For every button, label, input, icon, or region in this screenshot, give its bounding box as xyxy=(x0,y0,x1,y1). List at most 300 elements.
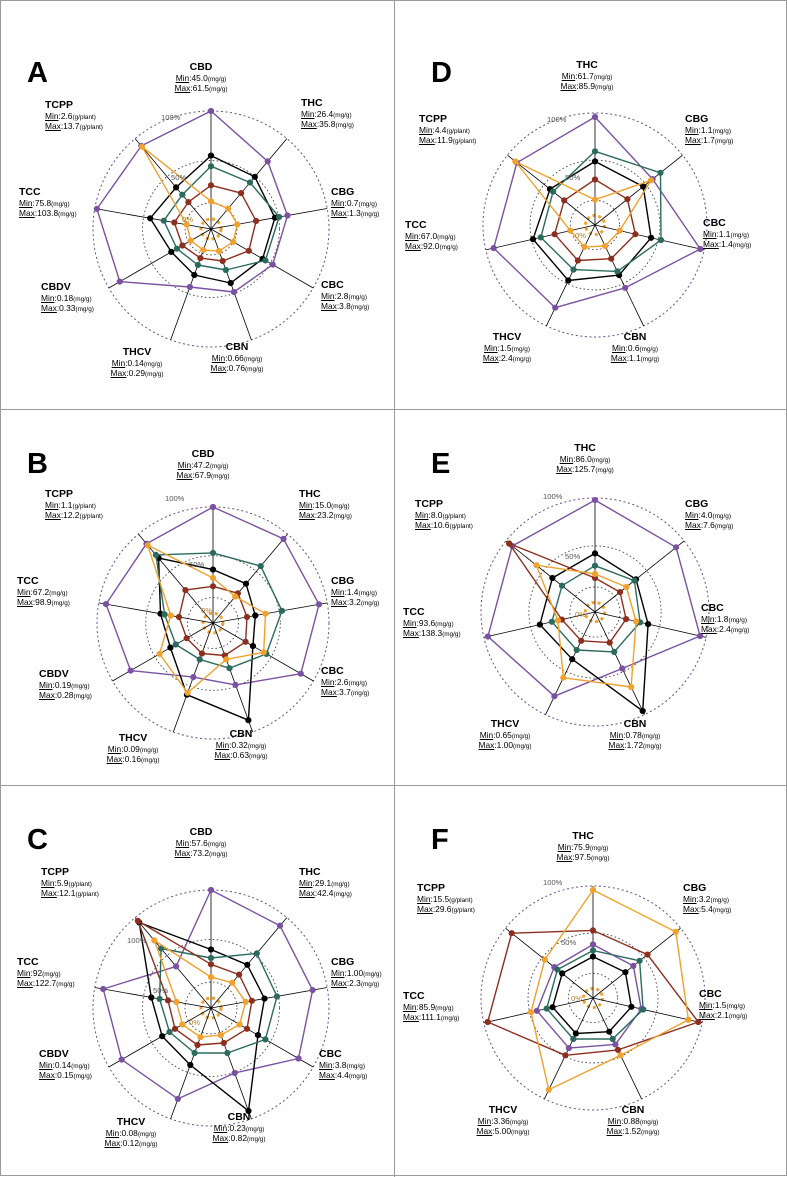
radar-data-point xyxy=(608,256,614,262)
radar-axis-label-tcc xyxy=(17,956,75,989)
radar-data-point xyxy=(167,645,173,651)
radar-data-point xyxy=(208,153,214,159)
axis-name: TCC xyxy=(405,219,427,231)
radar-axis-label-cbg xyxy=(685,498,733,531)
radar-data-point xyxy=(253,218,259,224)
axis-min-value: Min:86.0(mg/g) xyxy=(559,454,611,465)
radar-data-point xyxy=(119,1057,125,1063)
axis-name: CBDV xyxy=(41,281,71,293)
radar-axis-label-cbc xyxy=(699,988,747,1021)
axis-max-value: Max:85.9(mg/g) xyxy=(560,81,614,92)
radar-data-point xyxy=(258,563,264,569)
axis-min-value: Min:15.0(mg/g) xyxy=(299,500,350,511)
axis-name: THC xyxy=(576,59,598,71)
radar-data-point xyxy=(194,1042,200,1048)
axis-max-value: Max:7.6(mg/g) xyxy=(685,520,734,531)
radar-data-point xyxy=(506,540,512,546)
radar-data-point xyxy=(615,1047,621,1053)
radar-data-point xyxy=(261,649,267,655)
radar-data-point xyxy=(262,611,268,617)
axis-name: CBC xyxy=(701,602,724,614)
radar-data-point xyxy=(188,238,194,244)
axis-min-value: Min:1.1(mg/g) xyxy=(685,125,731,136)
axis-name: CBD xyxy=(191,448,215,460)
axis-min-value: Min:75.9(mg/g) xyxy=(557,842,609,853)
radar-axis-label-tcpp xyxy=(45,99,103,132)
radar-data-point xyxy=(590,887,596,893)
radar-axis-label-cbc xyxy=(321,279,369,312)
axis-min-value: Min:67.2(mg/g) xyxy=(17,587,68,598)
radar-data-point xyxy=(145,542,151,548)
radar-data-point xyxy=(574,647,580,653)
radar-axis-label-cbc xyxy=(319,1048,367,1081)
radar-axis-line xyxy=(109,229,211,288)
radar-data-point xyxy=(632,231,638,237)
radar-axis-line xyxy=(99,603,213,623)
radar-data-point xyxy=(280,536,286,542)
axis-min-value: Min:0.14(mg/g) xyxy=(111,358,163,369)
axis-max-value: Max:12.1(g/plant) xyxy=(41,888,99,899)
radar-data-point xyxy=(237,1021,243,1027)
radar-data-point xyxy=(561,197,567,203)
radar-ring-label: 100% xyxy=(547,115,567,124)
radar-data-point xyxy=(232,682,238,688)
radar-data-point xyxy=(262,257,268,263)
axis-min-value: Min:1.1(g/plant) xyxy=(45,500,96,511)
radar-data-point xyxy=(208,974,214,980)
radar-data-point xyxy=(590,954,596,960)
radar-data-point xyxy=(230,239,236,245)
radar-data-point xyxy=(569,656,575,662)
radar-data-point xyxy=(592,148,598,154)
radar-data-point xyxy=(611,649,617,655)
radar-ring-label: 100% xyxy=(165,494,185,503)
radar-data-point xyxy=(200,247,206,253)
radar-data-point xyxy=(265,158,271,164)
axis-min-value: Min:29.1(mg/g) xyxy=(299,878,350,889)
radar-data-point xyxy=(570,267,576,273)
radar-axis-label-cbn xyxy=(607,1104,660,1137)
radar-data-point xyxy=(147,215,153,221)
radar-data-point xyxy=(243,581,249,587)
radar-chart-C xyxy=(1,786,394,1177)
axis-name: TCPP xyxy=(417,882,446,894)
radar-data-point xyxy=(277,923,283,929)
axis-min-value: Min:93.6(mg/g) xyxy=(403,618,454,629)
radar-data-point xyxy=(179,242,185,248)
axis-name: CBDV xyxy=(39,668,69,680)
radar-axis-label-tcpp xyxy=(419,113,476,146)
radar-data-point xyxy=(208,163,214,169)
radar-data-point xyxy=(148,994,154,1000)
panel-letter-F: F xyxy=(431,824,449,856)
radar-data-point xyxy=(509,930,515,936)
axis-min-value: Min:5.9(g/plant) xyxy=(41,878,92,889)
radar-data-point xyxy=(185,199,191,205)
panel-letter-A: A xyxy=(27,57,48,89)
radar-axis-label-cbd xyxy=(175,61,228,94)
radar-data-point xyxy=(645,621,651,627)
radar-data-point xyxy=(533,562,539,568)
axis-max-value: Max:12.2(g/plant) xyxy=(45,510,103,521)
radar-axis-label-tcpp xyxy=(41,866,99,899)
axis-name: CBG xyxy=(683,882,707,894)
axis-name: THCV xyxy=(490,718,520,730)
radar-data-point xyxy=(228,280,234,286)
radar-axis-label-tcc xyxy=(405,219,458,252)
radar-data-point xyxy=(657,170,663,176)
radar-data-point xyxy=(640,1006,646,1012)
radar-data-point xyxy=(173,999,179,1005)
radar-axis-label-cbdv xyxy=(39,668,92,701)
radar-axis-label-cbdv xyxy=(39,1048,92,1081)
radar-data-point xyxy=(581,244,587,250)
radar-ring-label: 50% xyxy=(561,938,577,947)
axis-min-value: Min:1.4(mg/g) xyxy=(331,587,377,598)
panel-C xyxy=(1,786,395,1177)
radar-data-point xyxy=(628,684,634,690)
axis-min-value: Min:3.36(mg/g) xyxy=(477,1116,529,1127)
axis-name: TCC xyxy=(17,575,39,587)
radar-data-point xyxy=(210,504,216,510)
radar-data-point xyxy=(648,177,654,183)
axis-min-value: Min:4.0(mg/g) xyxy=(685,510,731,521)
radar-data-point xyxy=(633,618,639,624)
radar-axis-label-cbd xyxy=(177,448,230,481)
radar-axis-label-cbn xyxy=(609,718,662,751)
axis-max-value: Max:3.8(mg/g) xyxy=(321,301,370,312)
radar-data-point xyxy=(208,182,214,188)
axis-name: CBN xyxy=(621,1104,645,1116)
axis-max-value: Max:2.1(mg/g) xyxy=(699,1010,748,1021)
radar-axis-label-tcc xyxy=(403,990,459,1023)
radar-data-point xyxy=(622,969,628,975)
radar-axis-label-thcv xyxy=(479,718,532,751)
radar-data-point xyxy=(162,611,168,617)
radar-axis-label-thc xyxy=(301,97,354,130)
radar-data-point xyxy=(485,633,491,639)
radar-data-point xyxy=(685,1017,691,1023)
axis-max-value: Max:1.3(mg/g) xyxy=(331,208,380,219)
axis-min-value: Min:4.4(g/plant) xyxy=(419,125,470,136)
radar-axis-label-tcpp xyxy=(415,498,473,531)
radar-ring-label: 0% xyxy=(182,215,193,224)
radar-data-point xyxy=(546,1087,552,1093)
radar-data-point xyxy=(100,986,106,992)
axis-name: CBN xyxy=(623,331,647,343)
axis-name: THCV xyxy=(116,1116,146,1128)
radar-axis-line xyxy=(546,225,595,326)
axis-min-value: Min:0.65(mg/g) xyxy=(479,730,531,741)
axis-name: THC xyxy=(299,866,321,878)
radar-data-point xyxy=(159,1033,165,1039)
radar-data-point xyxy=(187,284,193,290)
panel-B xyxy=(1,410,395,786)
radar-data-point xyxy=(173,184,179,190)
axis-max-value: Max:3.7(mg/g) xyxy=(321,687,370,698)
radar-data-point xyxy=(172,1026,178,1032)
radar-data-point xyxy=(610,1036,616,1042)
axis-name: THC xyxy=(301,97,323,109)
axis-min-value: Min:3.8(mg/g) xyxy=(319,1060,365,1071)
axis-name: TCPP xyxy=(419,113,448,125)
radar-data-point xyxy=(534,1008,540,1014)
radar-data-point xyxy=(179,1021,185,1027)
radar-data-point xyxy=(195,262,201,268)
axis-max-value: Max:3.2(mg/g) xyxy=(331,597,380,608)
radar-data-point xyxy=(614,268,620,274)
radar-data-point xyxy=(246,248,252,254)
radar-data-point xyxy=(528,1009,534,1015)
axis-min-value: Min:67.0(mg/g) xyxy=(405,231,456,242)
axis-name: THCV xyxy=(122,346,152,358)
radar-data-point xyxy=(542,957,548,963)
radar-data-point xyxy=(128,668,134,674)
radar-data-point xyxy=(190,674,196,680)
axis-max-value: Max:1.7(mg/g) xyxy=(685,135,734,146)
radar-data-point xyxy=(173,963,179,969)
radar-data-point xyxy=(247,179,253,185)
radar-series-polygon xyxy=(142,147,237,251)
radar-data-point xyxy=(238,190,244,196)
radar-data-point xyxy=(165,997,171,1003)
axis-max-value: Max:98.9(mg/g) xyxy=(17,597,70,608)
radar-data-point xyxy=(153,552,159,558)
axis-min-value: Min:61.7(mg/g) xyxy=(561,71,613,82)
radar-axis-label-cbn xyxy=(211,341,264,374)
radar-data-point xyxy=(171,219,177,225)
axis-max-value: Max:0.29(mg/g) xyxy=(110,368,164,379)
radar-data-point xyxy=(565,277,571,283)
radar-data-point xyxy=(551,693,557,699)
axis-max-value: Max:111.1(mg/g) xyxy=(403,1012,460,1023)
axis-max-value: Max:2.4(mg/g) xyxy=(701,624,750,635)
radar-data-point xyxy=(590,941,596,947)
radar-data-point xyxy=(592,550,598,556)
axis-min-value: Min:1.5(mg/g) xyxy=(699,1000,745,1011)
radar-data-point xyxy=(199,650,205,656)
axis-name: CBG xyxy=(685,498,709,510)
radar-data-point xyxy=(197,1034,203,1040)
axis-max-value: Max:10.6(g/plant) xyxy=(415,520,473,531)
radar-data-point xyxy=(208,108,214,114)
axis-max-value: Max:0.16(mg/g) xyxy=(106,754,160,765)
axis-name: CBN xyxy=(229,728,253,740)
radar-data-point xyxy=(249,998,255,1004)
radar-data-point xyxy=(623,616,629,622)
radar-chart-A xyxy=(1,1,394,409)
axis-min-value: Min:47.2(mg/g) xyxy=(177,460,229,471)
radar-data-point xyxy=(221,1040,227,1046)
radar-data-point xyxy=(224,1050,230,1056)
radar-data-point xyxy=(566,1045,572,1051)
radar-data-point xyxy=(232,1070,238,1076)
axis-max-value: Max:0.76(mg/g) xyxy=(210,363,264,374)
axis-max-value: Max:1.52(mg/g) xyxy=(606,1126,660,1137)
axis-name: CBC xyxy=(699,988,722,1000)
radar-data-point xyxy=(549,575,555,581)
axis-min-value: Min:2.6(g/plant) xyxy=(45,111,96,122)
radar-axis-line xyxy=(211,1008,251,1119)
radar-ring-label: 0% xyxy=(571,994,582,1003)
radar-series-polygon xyxy=(488,500,700,696)
radar-ring-label: 50% xyxy=(565,173,581,182)
radar-data-point xyxy=(530,236,536,242)
radar-series-polygon xyxy=(553,957,632,1034)
radar-data-point xyxy=(592,571,598,577)
radar-axis-label-tcc xyxy=(403,606,461,639)
radar-data-point xyxy=(624,196,630,202)
axis-max-value: Max:1.72(mg/g) xyxy=(608,740,662,751)
radar-axis-label-thc xyxy=(299,866,352,899)
radar-data-point xyxy=(538,234,544,240)
axis-name: CBD xyxy=(189,826,213,838)
radar-data-point xyxy=(179,192,185,198)
axis-max-value: Max:0.33(mg/g) xyxy=(41,303,94,314)
radar-axis-label-thc xyxy=(556,442,614,475)
axis-max-value: Max:61.5(mg/g) xyxy=(174,83,228,94)
radar-data-point xyxy=(491,245,497,251)
axis-min-value: Min:0.09(mg/g) xyxy=(107,744,159,755)
axis-name: TCPP xyxy=(45,488,74,500)
axis-min-value: Min:0.88(mg/g) xyxy=(607,1116,659,1127)
radar-axis-label-cbn xyxy=(611,331,659,364)
axis-max-value: Max:103.8(mg/g) xyxy=(19,208,77,219)
radar-axis-label-cbc xyxy=(701,602,749,635)
axis-min-value: Min:0.14(mg/g) xyxy=(39,1060,90,1071)
panel-A xyxy=(1,1,395,410)
radar-ring-label: 50% xyxy=(565,552,581,561)
radar-data-point xyxy=(197,656,203,662)
radar-data-point xyxy=(226,665,232,671)
radar-data-point xyxy=(295,1055,301,1061)
axis-name: CBG xyxy=(331,186,355,198)
radar-axis-label-tcc xyxy=(17,575,70,608)
radar-data-point xyxy=(619,665,625,671)
radar-data-point xyxy=(255,1032,261,1038)
panel-letter-D: D xyxy=(431,57,452,89)
axis-max-value: Max:0.15(mg/g) xyxy=(39,1070,92,1081)
axis-max-value: Max:0.82(mg/g) xyxy=(212,1133,266,1144)
axis-min-value: Min:0.6(mg/g) xyxy=(612,343,658,354)
radar-axis-line xyxy=(213,603,327,623)
radar-data-point xyxy=(592,158,598,164)
radar-data-point xyxy=(554,967,560,973)
radar-data-point xyxy=(236,972,242,978)
radar-data-point xyxy=(628,1004,634,1010)
radar-data-point xyxy=(618,1052,624,1058)
axis-max-value: Max:35.8(mg/g) xyxy=(301,119,354,130)
radar-chart-E xyxy=(395,410,787,785)
radar-ring-label: 0% xyxy=(575,610,586,619)
radar-data-point xyxy=(612,1041,618,1047)
radar-axis-label-thcv xyxy=(483,331,531,364)
radar-series-polygon xyxy=(531,890,688,1090)
radar-data-point xyxy=(607,640,613,646)
axis-max-value: Max:23.2(mg/g) xyxy=(299,510,352,521)
axis-min-value: Min:92(mg/g) xyxy=(17,968,61,979)
axis-name: CBC xyxy=(321,665,344,677)
axis-max-value: Max:29.6(g/plant) xyxy=(417,904,475,915)
radar-axis-label-cbc xyxy=(703,217,751,250)
radar-data-point xyxy=(559,583,565,589)
radar-data-point xyxy=(592,563,598,569)
radar-axis-label-cbg xyxy=(331,575,379,608)
radar-axis-label-tcpp xyxy=(45,488,103,521)
radar-axis-label-thcv xyxy=(107,732,160,765)
radar-data-point xyxy=(252,612,258,618)
axis-min-value: Min:26.4(mg/g) xyxy=(301,109,352,120)
axis-name: CBC xyxy=(703,217,726,229)
radar-data-point xyxy=(234,221,240,227)
radar-data-point xyxy=(94,206,100,212)
radar-data-point xyxy=(631,578,637,584)
axis-min-value: Min:0.66(mg/g) xyxy=(211,353,263,364)
radar-axis-label-cbn xyxy=(215,728,268,761)
radar-ring-label: 100% xyxy=(543,878,563,887)
axis-min-value: Min:1.8(mg/g) xyxy=(701,614,747,625)
radar-axis-label-cbg xyxy=(331,956,382,989)
axis-min-value: Min:1.00(mg/g) xyxy=(331,968,382,979)
axis-name: CBD xyxy=(189,61,213,73)
radar-axis-label-cbg xyxy=(683,882,731,915)
axis-name: TCC xyxy=(403,606,425,618)
radar-data-point xyxy=(173,641,179,647)
radar-data-point xyxy=(575,257,581,263)
radar-data-point xyxy=(157,651,163,657)
radar-data-point xyxy=(606,1029,612,1035)
axis-name: TCPP xyxy=(415,498,444,510)
radar-data-point xyxy=(151,937,157,943)
radar-axis-label-thc xyxy=(557,830,610,863)
radar-data-point xyxy=(274,993,280,999)
axis-max-value: Max:67.9(mg/g) xyxy=(176,470,230,481)
radar-data-point xyxy=(191,272,197,278)
axis-max-value: Max:1.00(mg/g) xyxy=(478,740,532,751)
axis-max-value: Max:97.5(mg/g) xyxy=(556,852,610,863)
radar-data-point xyxy=(485,1019,491,1025)
axis-max-value: Max:13.7(g/plant) xyxy=(45,121,103,132)
radar-ring-label: 50% xyxy=(171,173,187,182)
axis-min-value: Min:0.23(mg/g) xyxy=(213,1123,265,1134)
radar-data-point xyxy=(552,305,558,311)
axis-min-value: Min:0.32(mg/g) xyxy=(215,740,267,751)
radar-data-point xyxy=(544,1006,550,1012)
axis-max-value: Max:73.2(mg/g) xyxy=(174,848,228,859)
radar-data-point xyxy=(276,214,282,220)
axis-name: TCC xyxy=(17,956,39,968)
radar-ring-label: 100% xyxy=(543,492,563,501)
axis-max-value: Max:1.4(mg/g) xyxy=(703,239,752,250)
radar-data-point xyxy=(210,583,216,589)
radar-data-point xyxy=(298,671,304,677)
axis-min-value: Min:2.6(mg/g) xyxy=(321,677,367,688)
radar-axis-label-cbg xyxy=(685,113,733,146)
radar-data-point xyxy=(157,996,163,1002)
axis-min-value: Min:1.5(mg/g) xyxy=(484,343,530,354)
radar-data-point xyxy=(537,622,543,628)
radar-data-point xyxy=(210,575,216,581)
radar-axis-label-tcpp xyxy=(417,882,475,915)
radar-data-point xyxy=(182,587,188,593)
radar-data-point xyxy=(166,1029,172,1035)
radar-data-point xyxy=(592,197,598,203)
radar-axis-label-cbg xyxy=(331,186,379,219)
panel-F xyxy=(395,786,787,1177)
radar-data-point xyxy=(512,158,518,164)
radar-data-point xyxy=(245,717,251,723)
axis-name: THC xyxy=(574,442,596,454)
